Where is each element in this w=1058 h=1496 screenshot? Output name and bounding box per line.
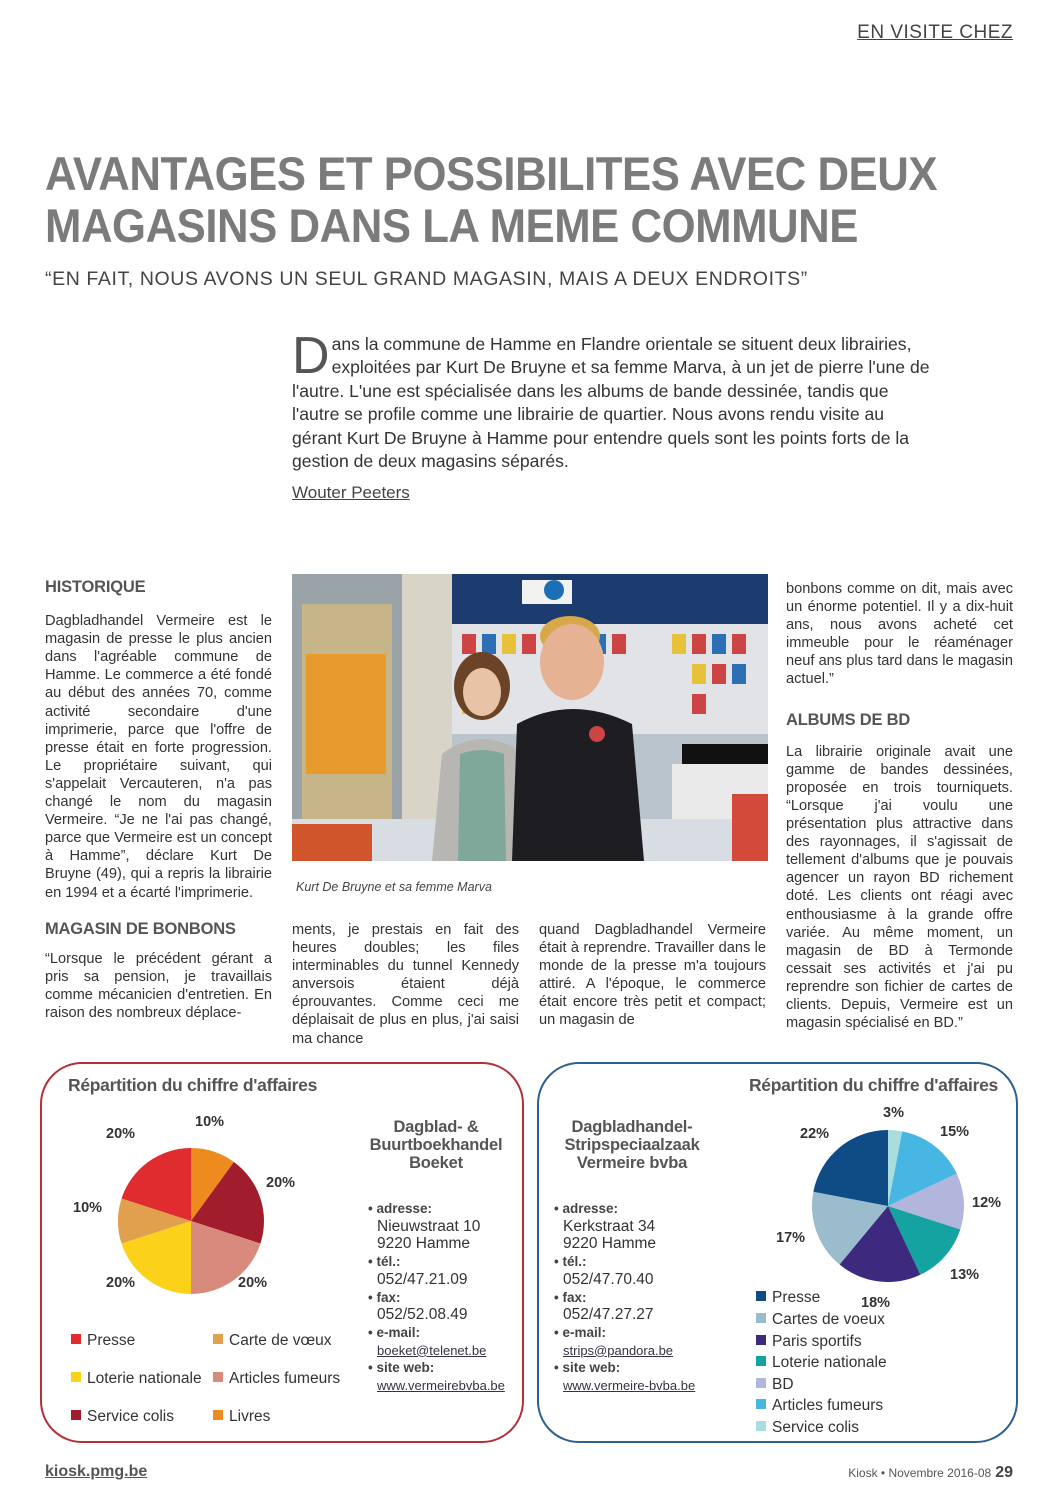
column-1 [45, 578, 272, 1022]
legend-swatch [756, 1356, 766, 1366]
chart-title-right: Répartition du chiffre d'affaires [748, 1075, 998, 1095]
pie-left-label-loterie: 20% [106, 1275, 136, 1291]
legend-right-paris-sportifs: Paris sportifs [756, 1333, 862, 1351]
email-link-vermeire[interactable]: strips@pandora.be [563, 1342, 674, 1358]
pie-left-label-livres: 10% [195, 1114, 225, 1130]
bullet-address: • adresse: [368, 1201, 433, 1216]
heading-albums-de-bd: ALBUMS DE BD [786, 710, 911, 729]
pie-right-label-paris-sportifs: 18% [861, 1295, 891, 1311]
pie-right-label-presse: 22% [800, 1126, 830, 1142]
pie-right-label-loterie: 13% [950, 1267, 980, 1283]
legend-right-service-colis: Service colis [756, 1419, 859, 1437]
paragraph-col3: quand Dagbladhandel Vermeire était à reprendre. Travailler dans le monde de la presse m'a toujours attiré. A l'époque, le commerce était encore très petit et compact; un magasin de [539, 922, 766, 1029]
contact-vermeire: • adresse: Kerkstraat 34 9220 Hamme • tél.: 052/47.70.40 • fax: 052/47.27.27 • e-mail: strips@pandora.be • site web: www.vermeire-bvba.be [554, 1201, 696, 1394]
bullet-email: • e-mail: [554, 1324, 606, 1340]
bullet-web: • site web: [368, 1360, 435, 1376]
paragraph-col4-1: bonbons comme on dit, mais avec un énorme potentiel. Il y a dix-huit ans, nous avons acheté cet immeuble pour le réaménager neuf ans plus tard dans le magasin actuel.” [786, 581, 1013, 688]
bullet-web: • site web: [554, 1360, 621, 1376]
bullet-address: • adresse: [554, 1201, 619, 1216]
legend-swatch [756, 1421, 766, 1431]
headline [45, 148, 938, 252]
bullet-email: • e-mail: [368, 1324, 420, 1340]
drop-cap: D [292, 327, 330, 385]
pie-left-label-articles-fumeurs: 20% [238, 1275, 268, 1291]
bullet-tel: • tél.: [554, 1254, 587, 1270]
bullet-fax: • fax: [554, 1289, 587, 1305]
footer-site-link[interactable]: kiosk.pmg.be [45, 1463, 148, 1480]
legend-swatch [756, 1313, 766, 1323]
shop-name-vermeire: Dagbladhandel-Stripspeciaalzaak Vermeire bvba [564, 1118, 700, 1172]
intro-paragraph [292, 327, 932, 473]
web-link-boeket[interactable]: www.vermeirebvba.be [377, 1378, 505, 1394]
pie-left-label-service-colis: 20% [266, 1175, 296, 1191]
legend-right-loterie: Loterie nationale [756, 1354, 887, 1372]
column-3 [539, 921, 766, 1030]
heading-magasin-de-bonbons: MAGASIN DE BONBONS [45, 919, 236, 938]
email-link-boeket[interactable]: boeket@telenet.be [377, 1342, 487, 1358]
pie-left-label-presse: 20% [106, 1126, 136, 1142]
pie-right-label-cartes-voeux: 17% [776, 1230, 806, 1246]
paragraph-col4-2: La librairie originale avait une gamme de bandes dessinées, proposée en trois tourniquets. “Lorsque j'ai voulu une présentation plus attractive dans des rayonnages, il s'agissait de tellement d'albums que je pouvais agencer un rayon BD richement doté. Les clients ont réagi avec enthousiasme à la grande offre variée. Au même moment, un magasin de BD à Termonde cessait ses activités et j'ai pu reprendre son fichier de cartes de clients. Depuis, Vermeire est un magasin spécialisé en BD.” [786, 743, 1013, 1032]
legend-swatch [756, 1378, 766, 1388]
page-number: 29 [995, 1464, 1013, 1481]
legend-swatch [756, 1291, 766, 1301]
pie-chart-right [812, 1130, 964, 1282]
shop-name-boeket: Dagblad- & Buurtboekhandel Boeket [369, 1118, 503, 1172]
column-2 [292, 921, 519, 1048]
headline-line-1: AVANTAGES ET POSSIBILITES AVEC DEUX [45, 147, 938, 200]
store-photo [292, 574, 768, 861]
legend-left-loterie: Loterie nationale [71, 1370, 202, 1388]
pie-chart-left [118, 1148, 264, 1294]
legend-swatch [756, 1335, 766, 1345]
legend-swatch [213, 1410, 223, 1420]
contact-boeket: • adresse: Nieuwstraat 10 9220 Hamme • tél.: 052/47.21.09 • fax: 052/52.08.49 • e-mail: boeket@telenet.be • site web: www.vermeirebvba.be [368, 1201, 505, 1394]
legend-right-cartes-voeux: Cartes de voeux [756, 1311, 885, 1329]
legend-left-articles-fumeurs: Articles fumeurs [213, 1370, 340, 1388]
paragraph-bonbons: “Lorsque le précédent gérant a pris sa pension, je travaillais comme mécanicien d'entretien. En raison des nombreux déplace- [45, 950, 272, 1021]
bullet-tel: • tél.: [368, 1254, 401, 1270]
paragraph-col2: ments, je prestais en fait des heures doubles; les files interminables du tunnel Kennedy anversois étaient déjà éprouvantes. Comme ceci me déplaisait de plus en plus, j'ai saisi ma chance [292, 922, 519, 1047]
bullet-fax: • fax: [368, 1289, 401, 1305]
legend-swatch [756, 1399, 766, 1409]
heading-historique: HISTORIQUE [45, 578, 146, 596]
subtitle: “EN FAIT, NOUS AVONS UN SEUL GRAND MAGASIN, MAIS A DEUX ENDROITS” [45, 268, 808, 290]
byline-link[interactable]: Wouter Peeters [292, 483, 410, 502]
footer-issue: Kiosk • Novembre 2016-08 29 [848, 1464, 1013, 1481]
pie-right-label-service-colis: 3% [883, 1105, 904, 1121]
legend-swatch [71, 1372, 81, 1382]
web-link-vermeire[interactable]: www.vermeire-bvba.be [563, 1378, 696, 1394]
paragraph-historique: Dagbladhandel Vermeire est le magasin de presse le plus ancien dans l'agréable commune de Hamme. Le commerce a été fondé au début des années 70, comme activité secondaire d'une imprimerie, parce que l'offre de presse était en forte progression. Le propriétaire suivant, qui s'appelait Vercauteren, n'a pas changé le nom du magasin Vermeire. “Je ne l'ai pas changé, parce que Vermeire est un concept à Hamme”, déclare Kurt De Bruyne (49), qui a repris la librairie en 1994 et a écarté l'imprimerie. [45, 613, 272, 901]
headline-line-2: MAGASINS DANS LA MEME COMMUNE [45, 199, 858, 252]
legend-left-service-colis: Service colis [71, 1408, 174, 1426]
legend-left-livres: Livres [213, 1408, 270, 1426]
intro-text: ans la commune de Hamme en Flandre orientale se situent deux librairies, exploitées par Kurt De Bruyne et sa femme Marva, à un jet de pierre l'une de l'autre. L'une est spécialisée dans les albums de bande dessinée, tandis que l'autre se profile comme une librairie de quartier. Nous avons rendu visite au gérant Kurt De Bruyne à Hamme pour entendre quels sont les points forts de la gestion de deux magasins séparés. [292, 334, 930, 472]
legend-right-articles-fumeurs: Articles fumeurs [756, 1397, 883, 1415]
legend-swatch [213, 1334, 223, 1344]
legend-swatch [213, 1372, 223, 1382]
pie-left-label-carte-voeux: 10% [73, 1200, 103, 1216]
legend-swatch [71, 1334, 81, 1344]
photo-caption: Kurt De Bruyne et sa femme Marva [296, 880, 492, 894]
pie-right-label-articles-fumeurs: 15% [940, 1124, 970, 1140]
store-photo-illustration [292, 574, 768, 861]
chart-title-left: Répartition du chiffre d'affaires [68, 1075, 318, 1095]
column-4 [786, 580, 1013, 1032]
pie-right-label-bd: 12% [972, 1195, 1002, 1211]
legend-right-presse: Presse [756, 1289, 820, 1307]
legend-right-bd: BD [756, 1376, 794, 1394]
legend-swatch [71, 1410, 81, 1420]
legend-left-carte-voeux: Carte de vœux [213, 1332, 332, 1350]
legend-left-presse: Presse [71, 1332, 135, 1350]
section-label: EN VISITE CHEZ [857, 22, 1013, 43]
